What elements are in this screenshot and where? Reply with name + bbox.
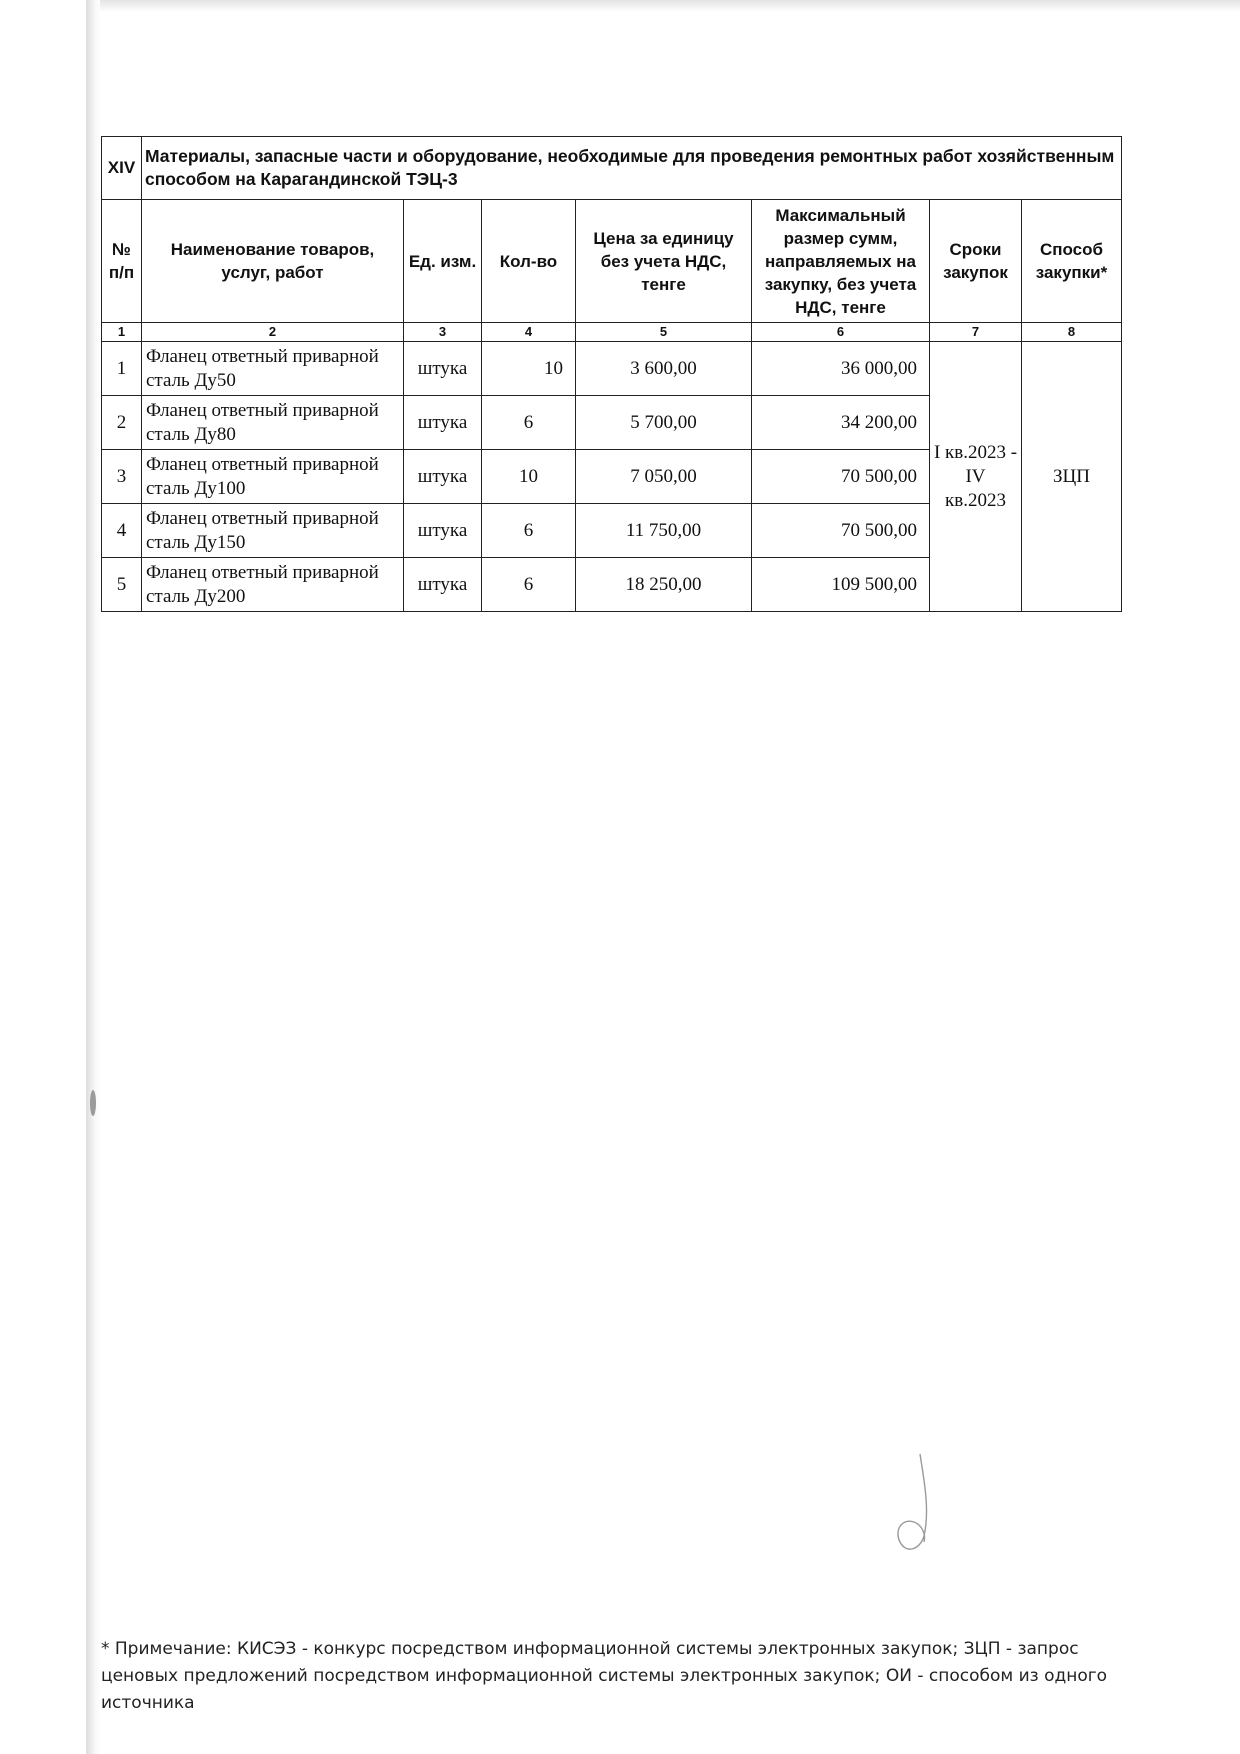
column-number: 7 [930, 323, 1022, 342]
column-number: 8 [1022, 323, 1122, 342]
item-unit: штука [404, 504, 482, 558]
column-number: 2 [142, 323, 404, 342]
item-price: 5 700,00 [576, 396, 752, 450]
item-price: 7 050,00 [576, 450, 752, 504]
section-number: XIV [102, 137, 142, 200]
column-number: 1 [102, 323, 142, 342]
table-row [102, 342, 1122, 396]
procurement-table [101, 136, 1122, 612]
item-name: Фланец ответный приварной сталь Ду100 [142, 450, 404, 504]
header-unit: Ед. изм. [404, 200, 482, 323]
item-unit: штука [404, 558, 482, 612]
row-number: 2 [102, 396, 142, 450]
item-price: 3 600,00 [576, 342, 752, 396]
item-qty: 10 [482, 342, 576, 396]
item-qty: 10 [482, 450, 576, 504]
item-price: 11 750,00 [576, 504, 752, 558]
item-name: Фланец ответный приварной сталь Ду80 [142, 396, 404, 450]
row-number: 5 [102, 558, 142, 612]
section-title: Материалы, запасные части и оборудование, необходимые для проведения ремонтных работ хозяйственным способом на Карагандинской ТЭЦ-3 [142, 137, 1122, 200]
scan-fold-mark [90, 1090, 96, 1116]
item-name: Фланец ответный приварной сталь Ду200 [142, 558, 404, 612]
item-sum: 109 500,00 [752, 558, 930, 612]
section-title-row [102, 137, 1122, 200]
header-num: № п/п [102, 200, 142, 323]
scan-shadow-top [100, 0, 1240, 12]
item-sum: 70 500,00 [752, 504, 930, 558]
item-name: Фланец ответный приварной сталь Ду50 [142, 342, 404, 396]
column-number: 3 [404, 323, 482, 342]
column-number: 6 [752, 323, 930, 342]
item-name: Фланец ответный приварной сталь Ду150 [142, 504, 404, 558]
column-number-row [102, 323, 1122, 342]
item-unit: штука [404, 342, 482, 396]
signature-mark [880, 1450, 950, 1560]
column-number: 5 [576, 323, 752, 342]
header-period: Сроки закупок [930, 200, 1022, 323]
item-qty: 6 [482, 558, 576, 612]
row-number: 4 [102, 504, 142, 558]
item-qty: 6 [482, 396, 576, 450]
footnote: * Примечание: КИСЭЗ - конкурс посредством информационной системы электронных закупок; ЗЦП - запрос ценовых предложений посредством информационной системы электронных закупок; ОИ - способом из одного источника [101, 1639, 1108, 1713]
column-number: 4 [482, 323, 576, 342]
procurement-period: I кв.2023 - IV кв.2023 [930, 342, 1022, 612]
item-unit: штука [404, 396, 482, 450]
header-qty: Кол-во [482, 200, 576, 323]
header-price: Цена за единицу без учета НДС, тенге [576, 200, 752, 323]
procurement-method: ЗЦП [1022, 342, 1122, 612]
header-row [102, 200, 1122, 323]
item-sum: 70 500,00 [752, 450, 930, 504]
row-number: 3 [102, 450, 142, 504]
item-sum: 36 000,00 [752, 342, 930, 396]
item-qty: 6 [482, 504, 576, 558]
scan-shadow-left [86, 0, 100, 1754]
item-sum: 34 200,00 [752, 396, 930, 450]
item-price: 18 250,00 [576, 558, 752, 612]
row-number: 1 [102, 342, 142, 396]
header-method: Способ закупки* [1022, 200, 1122, 323]
header-max-sum: Максимальный размер сумм, направляемых на закупку, без учета НДС, тенге [752, 200, 930, 323]
header-name: Наименование товаров, услуг, работ [142, 200, 404, 323]
item-unit: штука [404, 450, 482, 504]
